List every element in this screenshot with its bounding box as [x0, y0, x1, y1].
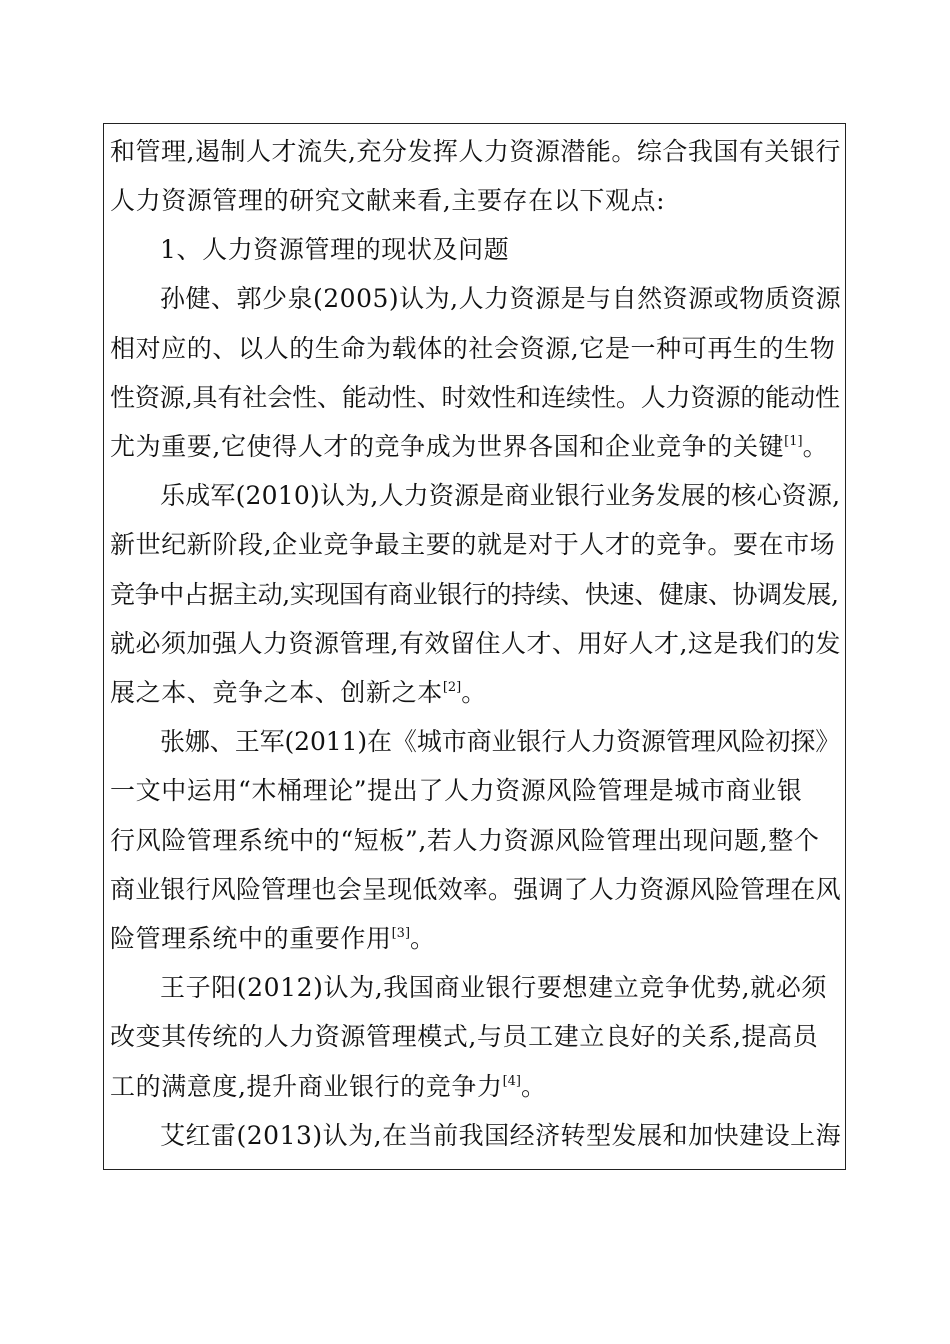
- text-line: 性资源,具有社会性、能动性、时效性和连续性。人力资源的能动性: [110, 383, 840, 412]
- paragraph-start: 孙健、郭少泉(2005)认为,人力资源是与自然资源或物质资源: [160, 284, 842, 313]
- text-line: 展之本、竞争之本、创新之本[2]。: [110, 678, 487, 707]
- citation-ref: [2]: [442, 680, 462, 695]
- text-line: 相对应的、以人的生命为载体的社会资源,它是一种可再生的生物: [110, 334, 836, 363]
- citation-ref: [4]: [502, 1074, 521, 1089]
- text-line: 竞争中占据主动,实现国有商业银行的持续、快速、健康、协调发展,: [110, 580, 839, 609]
- paragraph-start: 王子阳(2012)认为,我国商业银行要想建立竞争优势,就必须: [160, 973, 828, 1002]
- text-line: 新世纪新阶段,企业竞争最主要的就是对于人才的竞争。要在市场: [110, 530, 836, 559]
- text-box: [103, 123, 846, 1170]
- text-line: 工的满意度,提升商业银行的竞争力[4]。: [110, 1072, 547, 1101]
- section-heading: 1、人力资源管理的现状及问题: [160, 235, 510, 264]
- paragraph-start: 乐成军(2010)认为,人力资源是商业银行业务发展的核心资源,: [160, 481, 841, 510]
- text-line: 就必须加强人力资源管理,有效留住人才、用好人才,这是我们的发: [110, 629, 841, 658]
- text-line: 险管理系统中的重要作用[3]。: [110, 924, 436, 953]
- text-line: 行风险管理系统中的“短板”,若人力资源风险管理出现问题,整个: [110, 826, 820, 855]
- text-line: 商业银行风险管理也会呈现低效率。强调了人力资源风险管理在风: [110, 875, 841, 904]
- paragraph-start: 张娜、王军(2011)在《城市商业银行人力资源管理风险初探》: [160, 727, 841, 756]
- text-line: 人力资源管理的研究文献来看,主要存在以下观点:: [110, 186, 666, 215]
- text-line: 一文中运用“木桶理论”提出了人力资源风险管理是城市商业银: [110, 776, 803, 805]
- text-line: 改变其传统的人力资源管理模式,与员工建立良好的关系,提高员: [110, 1022, 819, 1051]
- citation-ref: [3]: [391, 926, 411, 941]
- text-line: 尤为重要,它使得人才的竞争成为世界各国和企业竞争的关键[1]。: [110, 432, 829, 461]
- text-line: 和管理,遏制人才流失,充分发挥人力资源潜能。综合我国有关银行: [110, 137, 841, 166]
- citation-ref: [1]: [784, 434, 803, 449]
- paragraph-start: 艾红雷(2013)认为,在当前我国经济转型发展和加快建设上海: [160, 1121, 842, 1150]
